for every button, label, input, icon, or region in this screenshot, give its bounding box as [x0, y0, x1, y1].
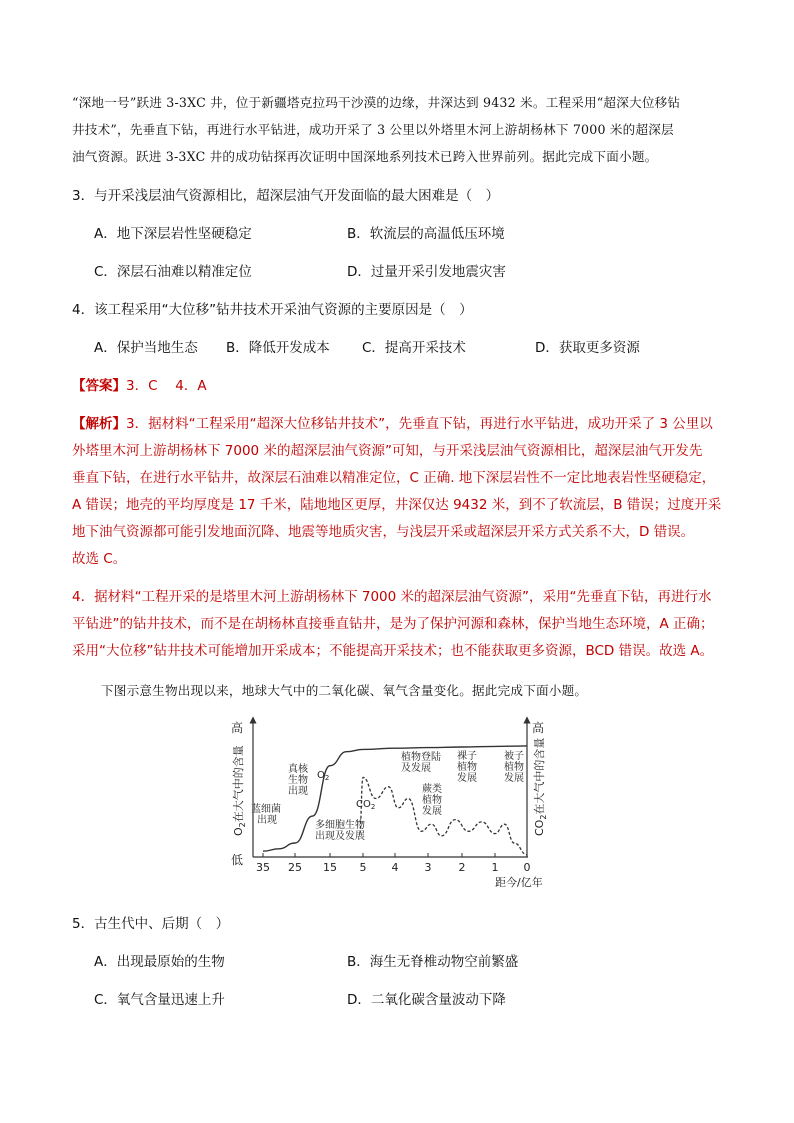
- analysis-line8: 平钻进”的钻井技术，而不是在胡杨林直接垂直钻井，是为了保护河源和森林，保护当地生态环境，A 正确；: [72, 616, 714, 632]
- q5-option-b[interactable]: B．海生无脊椎动物空前繁盛: [347, 954, 519, 970]
- annotation-multicellular: 多细胞生物出现及发展: [315, 820, 365, 842]
- q3-option-c[interactable]: C．深层石油难以精准定位: [94, 264, 252, 280]
- annotations: [251, 749, 524, 842]
- q3-option-a[interactable]: A．地下深层岩性坚硬稳定: [94, 226, 252, 242]
- annotation-fern: 蕨类植物发展: [422, 784, 442, 817]
- q3-option-d[interactable]: D．过量开采引发地震灾害: [347, 264, 506, 280]
- annotation-gymnosperm: 裸子植物发展: [457, 751, 477, 784]
- o2-series-line: [263, 746, 527, 851]
- x-tick-label: 25: [288, 861, 302, 874]
- y-left-title: $O_2$在大气中的含量: [232, 745, 247, 836]
- q4-option-a[interactable]: A．保护当地生态: [94, 340, 198, 356]
- answer-tag: 【答案】: [72, 378, 126, 394]
- passage1-line3: 油气资源。跃进 3-3XC 井的成功钻探再次证明中国深地系列技术已跨入世界前列。据此完成下面小题。: [72, 149, 658, 164]
- analysis-line3: 垂直下钻，在进行水平钻井，故深层石油难以精准定位，C 正确. 地下深层岩性不一定比地表岩性坚硬稳定，: [72, 470, 716, 486]
- analysis-line1: [72, 414, 713, 434]
- annotation-plant-landing: 植物登陆及发展: [401, 752, 441, 774]
- o2-series-label-sub: 2: [324, 774, 330, 782]
- x-tick-label: 35: [256, 861, 270, 874]
- q3-option-b[interactable]: B．软流层的高温低压环境: [347, 226, 505, 242]
- analysis-line2: 外塔里木河上游胡杨林下 7000 米的超深层油气资源”可知，与开采浅层油气资源相比，超深层油气开发先: [72, 443, 703, 459]
- x-tick-label: 4: [391, 861, 399, 874]
- x-tick-label: 15: [323, 861, 337, 874]
- annotation-eukaryote: 真核生物出现: [288, 764, 308, 797]
- analysis-line7: 4．据材料“工程开采的是塔里木河上游胡杨林下 7000 米的超深层油气资源”，采用“先垂直下钻，再进行水: [72, 589, 712, 605]
- x-tick-label: 1: [491, 861, 499, 874]
- passage2: 下图示意生物出现以来，地球大气中的二氧化碳、氧气含量变化。据此完成下面小题。: [101, 683, 588, 698]
- answer-line: [72, 376, 207, 396]
- passage1-line2: 井技术”，先垂直下钻，再进行水平钻进，成功开采了 3 公里以外塔里木河上游胡杨林下 7000 米的超深层: [72, 122, 674, 137]
- x-tick-label: 3: [424, 861, 432, 874]
- y-left-top-label: 高: [231, 721, 244, 735]
- answer-text: 3．C 4．A: [126, 378, 207, 394]
- analysis-line6: 故选 C。: [72, 551, 127, 567]
- y-left-title-rest: 在大气中的含量: [232, 745, 245, 823]
- analysis-text-1: 3．据材料“工程采用“超深大位移钻井技术”，先垂直下钻，再进行水平钻进，成功开采了 3 公里以: [126, 416, 713, 432]
- passage1-line1: “深地一号”跃进 3-3XC 井，位于新疆塔克拉玛干沙漠的边缘，井深达到 9432 米。工程采用“超深大位移钻: [72, 95, 681, 110]
- x-tick-label: 0: [523, 861, 531, 874]
- atmosphere-chart: [225, 712, 575, 892]
- analysis-line5: 地下油气资源都可能引发地面沉降、地震等地质灾害，与浅层开采或超深层开采方式关系不大，D 错误。: [72, 524, 695, 540]
- annotation-cyanobacteria: 蓝细菌出现: [251, 804, 281, 826]
- q5-stem: 5．古生代中、后期（ ）: [72, 916, 230, 932]
- co2-series-line: [360, 777, 527, 854]
- analysis-line9: 采用“大位移”钻井技术可能增加开采成本；不能提高开采技术；也不能获取更多资源，BCD 错误。故选 A。: [72, 643, 714, 659]
- x-tick-label: 2: [458, 861, 466, 874]
- x-ticks: [256, 853, 531, 874]
- y-left-bottom-label: 低: [231, 853, 244, 867]
- y-right-title: [532, 738, 548, 836]
- q4-option-b[interactable]: B．降低开发成本: [226, 340, 330, 356]
- o2-series-label: $O_2$: [317, 770, 330, 782]
- x-tick-label: 5: [359, 861, 367, 874]
- q5-option-d[interactable]: D．二氧化碳含量波动下降: [347, 992, 506, 1008]
- annotation-angiosperm: 被子植物发展: [504, 751, 524, 784]
- y-left-title-sub: 2: [238, 822, 247, 828]
- q3-stem: 3．与开采浅层油气资源相比，超深层油气开发面临的最大困难是（ ）: [72, 188, 500, 204]
- analysis-tag: 【解析】: [72, 416, 126, 432]
- x-axis-title: 距今/亿年: [495, 876, 543, 889]
- co2-series-label-sub: 2: [370, 803, 376, 811]
- y-right-top-label: 高: [532, 721, 545, 735]
- q5-option-c[interactable]: C．氧气含量迅速上升: [94, 992, 225, 1008]
- y-right-title-sub: 2: [539, 814, 548, 820]
- q4-stem: 4．该工程采用“大位移”钻井技术开采油气资源的主要原因是（ ）: [72, 302, 473, 318]
- q5-option-a[interactable]: A．出现最原始的生物: [94, 954, 225, 970]
- y-right-title-prefix: CO: [533, 819, 546, 836]
- q4-option-c[interactable]: C．提高开采技术: [362, 340, 466, 356]
- co2-series-label: $CO_2$: [356, 799, 376, 811]
- q4-option-d[interactable]: D．获取更多资源: [535, 340, 640, 356]
- y-right-title-rest: 在大气中的含量: [533, 737, 546, 815]
- series-group: [263, 746, 527, 855]
- analysis-line4: A 错误；地壳的平均厚度是 17 千米，陆地地区更厚，井深仅达 9432 米，到不了软流层，B 错误；过度开采: [72, 497, 722, 513]
